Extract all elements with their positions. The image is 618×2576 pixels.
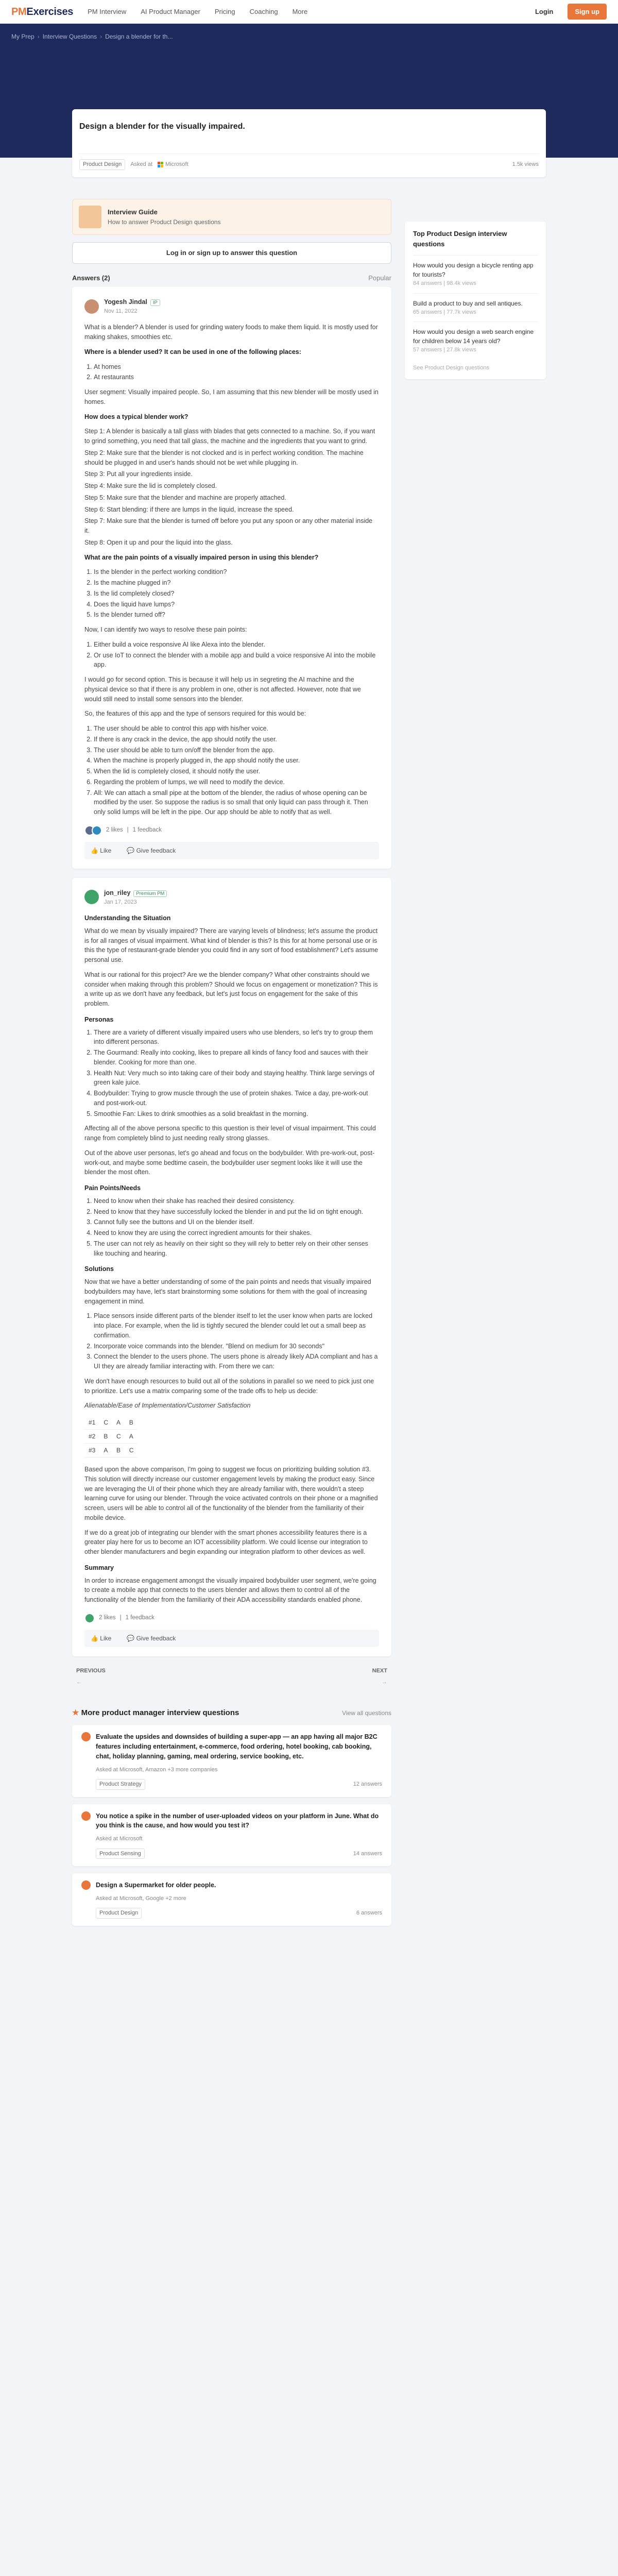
answer-paragraph: I would go for second option. This is because it will help us in segreting the AI machine and the physical device so that if there is any problem in one, other is not affected. However, note that we would still need to install some sensors into the blender.: [84, 676, 361, 703]
answer-paragraph: Now that we have a better understanding of some of the pain points and needs that visually impaired bodybuilders may have, let's start brainstorming some solutions for them with the goal of increasing engagement in mind.: [84, 1278, 371, 1305]
list-item: Step 7: Make sure that the blender is turned off before you put any spoon or any other material inside it.: [84, 517, 373, 534]
author-name[interactable]: Yogesh Jindal: [104, 298, 147, 306]
list-item: Step 6: Start blending: if there are lumps in the liquid, increase the speed.: [84, 505, 294, 513]
comment-icon: 💬: [127, 846, 136, 854]
answer-paragraph: What do we mean by visually impaired? There are varying levels of blindness; let's assume the product is for all ranges of visual impairment. What kind of blender is this? Is this for at home personal use or is this the type of restaurant-grade blender you could find in any sort of food establishment? Let's assume personal use.: [84, 927, 379, 963]
signup-button[interactable]: Sign up: [568, 4, 607, 20]
feedback-count[interactable]: 1 feedback: [132, 827, 162, 834]
answer-stats: 2 likes | 1 feedback: [84, 825, 379, 836]
answer-question: Where is a blender used? It can be used in one of the following places:: [84, 348, 301, 355]
list-item: Step 3: Put all your ingredients inside.: [84, 470, 193, 478]
table-row: #2 B C A: [84, 1430, 138, 1444]
next-button[interactable]: NEXT →: [372, 1667, 387, 1687]
question-meta: [79, 154, 539, 170]
see-more-link[interactable]: See Product Design questions: [413, 364, 489, 371]
answer-actions: [84, 842, 379, 859]
guide-title: Interview Guide: [108, 208, 158, 216]
list-item: 2. Is the machine plugged in?: [94, 578, 379, 588]
category-tag[interactable]: Product Strategy: [96, 1779, 145, 1790]
sidebar: [405, 199, 546, 1933]
author-badge: IP: [150, 299, 160, 306]
answer-list: [94, 362, 379, 383]
answer-list: [94, 1196, 379, 1259]
list-item: 3. Connect the blender to the users phone. The users phone is already likely ADA compliant and has a UI they are already familiar interacting with. From there we can:: [94, 1352, 379, 1371]
avatar: [92, 825, 102, 836]
list-item: 3. Is the lid completely closed?: [94, 589, 379, 599]
list-item: 4. When the machine is properly plugged in, the app should notify the user.: [94, 756, 379, 766]
avatar: [84, 1613, 95, 1623]
author-name[interactable]: jon_riley: [104, 889, 131, 896]
answer-paragraph: What is a blender? A blender is used for grinding watery foods to make them liquid. It is mostly used for making shakes, smoothies etc.: [84, 324, 378, 341]
question-meta: Asked at Microsoft, Google +2 more: [96, 1895, 186, 1902]
category-tag[interactable]: Product Design: [96, 1908, 142, 1919]
answer-paragraph: If we do a great job of integrating our blender with the smart phones accessibility features there is a greater play here for us to become an IOT accessibility platform. We could license our integration to other blender manufacturers and begin expanding our integration platform to other devices as well.: [84, 1529, 368, 1555]
breadcrumb: [11, 32, 607, 41]
answers-count: Answers (2): [72, 274, 110, 282]
nav-item-pm-interview[interactable]: PM Interview: [88, 7, 127, 15]
nav-item-coaching[interactable]: Coaching: [249, 7, 278, 15]
answer-heading: Summary: [84, 1564, 114, 1571]
answer-paragraph: What is our rational for this project? Are we the blender company? What other constraints should we consider when making through this problem? Should we focus on engagement or monetization? This is a write up as we don't have any feedback, but let's just focus on engagement for the sake of this problem.: [84, 971, 378, 1007]
more-questions-title: ★ More product manager interview questions: [72, 1708, 239, 1717]
answer-card: [72, 878, 391, 1656]
list-item: 4. Need to know they are using the correct ingredient amounts for their shakes.: [94, 1228, 379, 1238]
product-design-tag[interactable]: Product Design: [79, 159, 125, 170]
pager: [72, 1667, 391, 1687]
answer-heading: Personas: [84, 1015, 114, 1023]
answers-count: 12 answers: [353, 1781, 382, 1787]
matrix-header: Alienatable/Ease of Implementation/Customer Satisfaction: [84, 1402, 251, 1410]
list-item: 1. Need to know when their shake has reached their desired consistency.: [94, 1196, 379, 1206]
list-item: 1. Either build a voice responsive AI like Alexa into the blender.: [94, 640, 379, 650]
arrow-left-icon: ←: [76, 1679, 82, 1686]
answer-paragraph: User segment: Visually impaired people. So, I am assuming that this new blender will be mostly used in homes.: [84, 388, 379, 405]
thumbs-up-icon: 👍: [91, 1634, 100, 1642]
list-item: 7. All: We can attach a small pipe at the bottom of the blender, the radius of whose opening can be modified by the user. So suppose the radius is so small that only liquid can pass through it. Then only solid lumps will be left in the pipe. Our app should be able to notify that as well.: [94, 788, 379, 817]
question-icon: [81, 1811, 91, 1821]
question-card[interactable]: [72, 1804, 391, 1867]
answer-list: [94, 640, 379, 670]
likes-count[interactable]: 2 likes: [106, 827, 123, 834]
breadcrumb-questions[interactable]: Interview Questions: [42, 33, 97, 40]
answer-question: How does a typical blender work?: [84, 413, 188, 420]
answer-paragraph: In order to increase engagement amongst the visually impaired bodybuilder user segment, we're going to create a mobile app that connects to the users blender and allows them to control all of the functionality of the blender from the familiarity of their ADA accessibility standards enabled phone.: [84, 1577, 376, 1603]
list-item: 6. Regarding the problem of lumps, we will need to modify the device.: [94, 777, 379, 787]
comparison-matrix: [84, 1416, 138, 1458]
nav-item-more[interactable]: More: [292, 7, 308, 15]
list-item: 1. Place sensors inside different parts of the blender itself to let the user know when parts are locked into place. For example, when the lid is tightly secured the blender could let out a small beep as confirmation.: [94, 1311, 379, 1340]
list-item: Step 2: Make sure that the blender is not clocked and is in perfect working condition. The machine should be plugged in and user's hands should not be wet while plugging in.: [84, 449, 364, 466]
main-column: [72, 199, 391, 1933]
answer-card: [72, 287, 391, 869]
answer-list: [94, 1311, 379, 1371]
give-feedback-button[interactable]: 💬 Give feedback: [127, 1634, 176, 1642]
list-item: 1. There are a variety of different visually impaired users who use blenders, so let's try to group them into different personas.: [94, 1028, 379, 1047]
sort-dropdown[interactable]: Popular: [368, 274, 391, 282]
answer-list: [94, 567, 379, 620]
sidebar-title: Top Product Design interview questions: [413, 230, 507, 248]
thumbs-up-icon: 👍: [91, 846, 100, 854]
company-microsoft[interactable]: Microsoft: [158, 160, 188, 169]
asked-at-label: Asked at: [130, 161, 153, 167]
list-item: 4. Bodybuilder: Trying to grow muscle through the use of protein shakes. Twice a day, pre-work-out and post-work-out.: [94, 1089, 379, 1108]
more-questions-header: [72, 1707, 391, 1719]
like-button[interactable]: 👍 Like: [91, 846, 112, 854]
answer-stats: 2 likes | 1 feedback: [84, 1613, 379, 1623]
table-row: #3 A B C: [84, 1444, 138, 1458]
list-item: 2. The Gourmand: Really into cooking, likes to prepare all kinds of fancy food and sauces with their blender. Cooking for more than one.: [94, 1048, 379, 1067]
answer-paragraph: So, the features of this app and the type of sensors required for this would be:: [84, 710, 306, 718]
list-item: 5. The user can not rely as heavily on their sight so they will rely to better rely on their other senses like touching and hearing.: [94, 1239, 379, 1259]
question-icon: [81, 1880, 91, 1890]
likes-count[interactable]: 2 likes: [99, 1615, 116, 1621]
list-item: 3. Health Nut: Very much so into taking care of their body and staying healthy. Think large servings of green kale juice.: [94, 1069, 379, 1088]
nav-item-pricing[interactable]: Pricing: [214, 7, 235, 15]
answer-author: [84, 888, 379, 906]
guide-book-icon: [79, 206, 101, 228]
answers-count: 14 answers: [353, 1850, 382, 1857]
answer-heading: Pain Points/Needs: [84, 1184, 141, 1192]
answer-date: Jan 17, 2023: [104, 899, 137, 905]
breadcrumb-current: Design a blender for th...: [105, 33, 173, 40]
answer-heading: Solutions: [84, 1265, 114, 1273]
list-item: Step 8: Open it up and pour the liquid into the glass.: [84, 538, 233, 546]
answer-list: [94, 724, 379, 817]
login-to-answer-button[interactable]: Log in or sign up to answer this question: [72, 242, 391, 264]
logo[interactable]: PMExercises: [11, 6, 74, 18]
chevron-right-icon: ›: [37, 33, 40, 40]
answers-count: 6 answers: [356, 1910, 382, 1917]
answer-paragraph: Now, I can identify two ways to resolve these pain points:: [84, 626, 247, 633]
answer-heading: Understanding the Situation: [84, 914, 171, 922]
list-item: 5. Is the blender turned off?: [94, 610, 379, 620]
like-button[interactable]: 👍 Like: [91, 1634, 112, 1642]
feedback-count[interactable]: 1 feedback: [125, 1615, 154, 1621]
arrow-right-icon: →: [382, 1679, 387, 1686]
list-item: 5. When the lid is completely closed, it should notify the user.: [94, 767, 379, 776]
guide-subtitle: How to answer Product Design questions: [108, 218, 221, 226]
answer-date: Nov 11, 2022: [104, 308, 138, 314]
top-questions-box: [405, 222, 546, 379]
comment-icon: 💬: [127, 1634, 136, 1642]
top-nav: [0, 0, 618, 24]
sidebar-question[interactable]: How would you design a bicycle renting app for tourists? 84 answers | 98.4k views: [413, 255, 538, 293]
sidebar-question[interactable]: Build a product to buy and sell antiques. 65 answers | 77.7k views: [413, 293, 538, 322]
question-text[interactable]: You notice a spike in the number of user-uploaded videos on your platform in June. What do you think is the cause, and how would you test it?: [96, 1812, 379, 1829]
login-link[interactable]: Login: [535, 7, 554, 15]
list-item: 2. At restaurants: [94, 372, 379, 382]
list-item: 1. At homes: [94, 362, 379, 372]
answer-paragraph: Affecting all of the above persona specific to this question is their level of visual impairment. This could range from completely blind to just needing really strong glasses.: [84, 1125, 376, 1142]
view-all-questions-link[interactable]: View all questions: [342, 1709, 391, 1717]
star-icon: ★: [72, 1708, 81, 1717]
list-item: Step 5: Make sure that the blender and machine are properly attached.: [84, 494, 286, 501]
interview-guide-banner[interactable]: [72, 199, 391, 235]
list-item: 3. The user should be able to turn on/off the blender from the app.: [94, 745, 379, 755]
category-tag[interactable]: Product Sensing: [96, 1849, 145, 1859]
question-title: Design a blender for the visually impaired.: [79, 122, 245, 131]
list-item: 3. Cannot fully see the buttons and UI on the blender itself.: [94, 1217, 379, 1227]
list-item: 1. Is the blender in the perfect working condition?: [94, 567, 379, 577]
question-meta: Asked at Microsoft, Amazon +3 more companies: [96, 1766, 218, 1773]
list-item: 2. If there is any crack in the device, the app should notify the user.: [94, 735, 379, 744]
list-item: Step 4: Make sure the lid is completely closed.: [84, 482, 217, 489]
question-text[interactable]: Evaluate the upsides and downsides of building a super-app — an app having all major B2C features including entertainment, e-commerce, food ordering, hotel booking, cab booking, chat, holiday planning, gaming, meal ordering, service booking, etc.: [96, 1733, 377, 1760]
answer-list: [94, 1028, 379, 1119]
answers-header: [72, 273, 391, 283]
list-item: 4. Does the liquid have lumps?: [94, 600, 379, 609]
give-feedback-button[interactable]: 💬 Give feedback: [127, 846, 176, 854]
list-item: 1. The user should be able to control this app with his/her voice.: [94, 724, 379, 734]
avatar[interactable]: [84, 299, 99, 314]
previous-button[interactable]: PREVIOUS ←: [76, 1667, 106, 1687]
table-row: #1 C A B: [84, 1416, 138, 1430]
steps-list: [84, 427, 379, 547]
chevron-right-icon: ›: [100, 33, 102, 40]
question-card: [72, 109, 546, 177]
answer-author: [84, 297, 379, 315]
question-icon: [81, 1732, 91, 1741]
author-badge: Premium PM: [133, 890, 167, 897]
question-card[interactable]: [72, 1873, 391, 1926]
breadcrumb-my-prep[interactable]: My Prep: [11, 33, 35, 40]
answer-actions: [84, 1630, 379, 1647]
answer-paragraph: We don't have enough resources to build out all of the solutions in parallel so we need to pick just one to prioritize. Let's use a matrix comparing some of the trade offs to help us decide:: [84, 1377, 374, 1395]
question-card[interactable]: [72, 1725, 391, 1797]
list-item: 2. Or use IoT to connect the blender with a mobile app and build a voice responsive AI into the mobile app.: [94, 651, 379, 670]
sidebar-question[interactable]: How would you design a web search engine for children below 14 years old? 57 answers | 27.8k views: [413, 321, 538, 360]
list-item: Step 1: A blender is basically a tall glass with blades that gets connected to a machine. So, if you want to grind something, you need that tall glass, the machine and the ingredients that you want to grind.: [84, 428, 375, 445]
answer-paragraph: Out of the above user personas, let's go ahead and focus on the bodybuilder. With pre-work-out, post-work-out, and maybe some bedtime casein, the bodybuilder user segment looks like it will use the blender the most often.: [84, 1149, 375, 1176]
views-count: 1.5k views: [512, 161, 539, 167]
microsoft-logo-icon: [158, 162, 163, 167]
list-item: 2. Need to know that they have successfully locked the blender in and put the lid on tight enough.: [94, 1207, 379, 1217]
list-item: 2. Incorporate voice commands into the blender. "Blend on medium for 30 seconds": [94, 1342, 379, 1351]
answer-paragraph: Based upon the above comparison, I'm going to suggest we focus on prioritizing building solution #3. This solution will directly increase our customer engagement levels by making the product easy. Since we are leveraging the UI of their phone which they are already familiar with, there wouldn't a steep learning curve for using our blender. Through the voice activated controls on their phone or a magnified screen, users will be able to control all of the functionality of the blender from the familiarity of their mobile device.: [84, 1466, 378, 1521]
question-meta: Asked at Microsoft: [96, 1836, 143, 1842]
list-item: 5. Smoothie Fan: Likes to drink smoothies as a solid breakfast in the morning.: [94, 1109, 379, 1119]
question-text[interactable]: Design a Supermarket for older people.: [96, 1882, 216, 1889]
avatar[interactable]: [84, 890, 99, 904]
nav-item-ai-pm[interactable]: AI Product Manager: [141, 7, 200, 15]
answer-question: What are the pain points of a visually impaired person in using this blender?: [84, 553, 319, 561]
